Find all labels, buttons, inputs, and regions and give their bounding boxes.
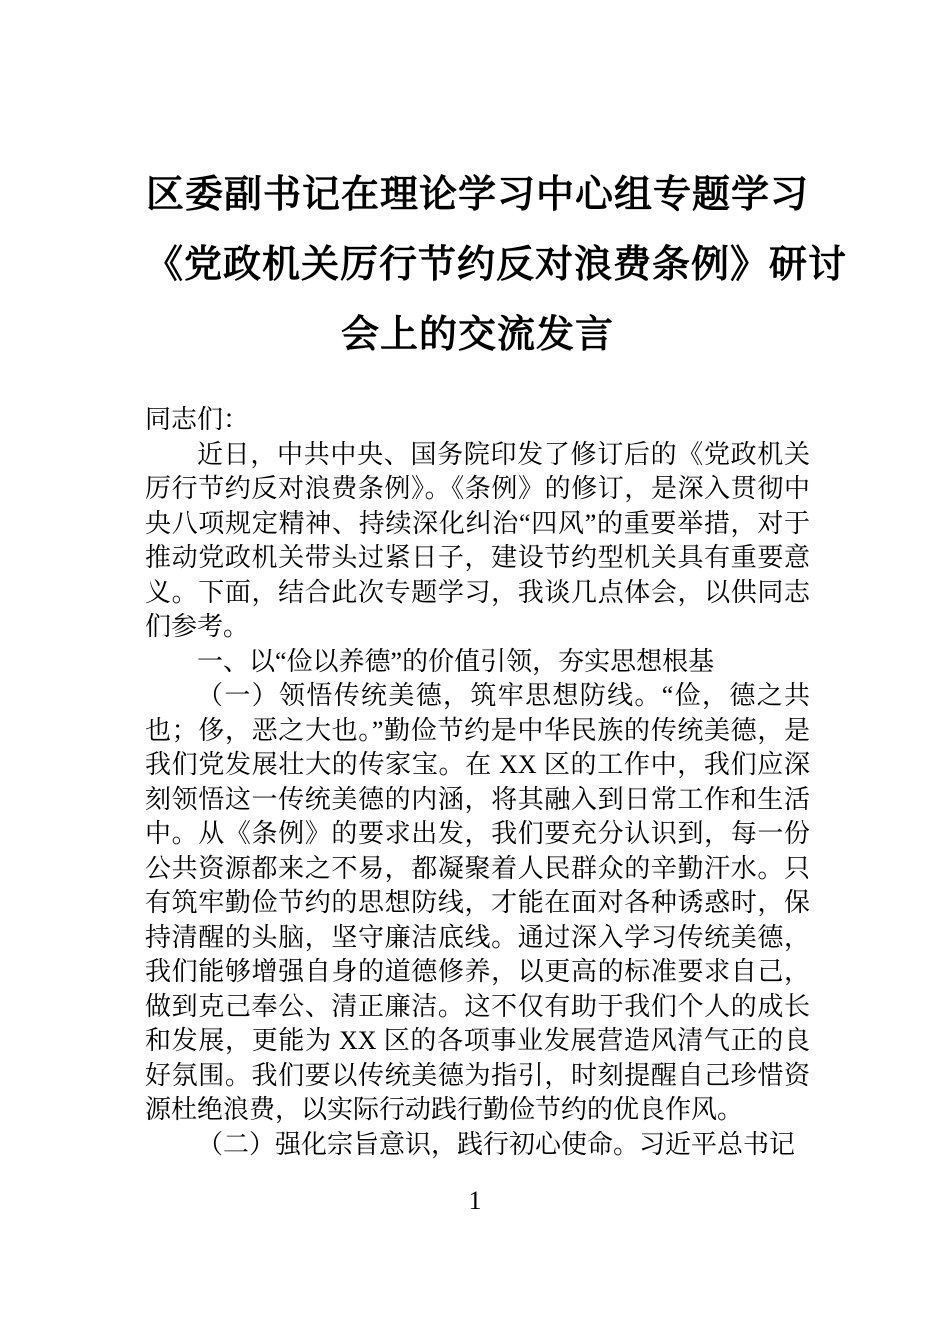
subsection-paragraph-1: （一）领悟传统美德，筑牢思想防线。“俭，德之共也；侈，恶之大也。”勤俭节约是中华民族的传统美德，是我们党发展壮大的传家宝。在 XX 区的工作中，我们应深刻领悟这一传统美德的内涵，将其融入到日常工作和生活中。从《条例》的要求出发，我们要充分认识到，每一份公共资源都来之不易，都凝聚着人民群众的辛勤汗水。只有筑牢勤俭节约的思想防线，才能在面对各种诱惑时，保持清醒的头脑，坚守廉洁底线。通过深入学习传统美德，我们能够增强自身的道德修养，以更高的标准要求自己，做到克己奉公、清正廉洁。这不仅有助于我们个人的成长和发展，更能为 XX 区的各项事业发展营造风清气正的良好氛围。我们要以传统美德为指引，时刻提醒自己珍惜资源杜绝浪费，以实际行动践行勤俭节约的优良作风。 [145, 681, 810, 1124]
document-title-line-2: 《党政机关厉行节约反对浪费条例》研讨 [145, 244, 848, 286]
document-body [145, 403, 810, 1162]
section-heading-1: 一、以“俭以养德”的价值引领，夯实思想根基 [197, 646, 715, 676]
page-number: 1 [468, 1186, 482, 1215]
document-content [145, 160, 848, 1162]
subsection-paragraph-2: （二）强化宗旨意识，践行初心使命。习近平总书记 [197, 1129, 796, 1159]
document-title-line-3: 会上的交流发言 [340, 314, 614, 356]
salutation: 同志们： [145, 405, 250, 434]
paragraph-intro: 近日，中共中央、国务院印发了修订后的《党政机关厉行节约反对浪费条例》。《条例》的修订，是深入贯彻中央八项规定精神、持续深化纠治“四风”的重要举措，对于推动党政机关带头过紧日子，建设节约型机关具有重要意义。下面，结合此次专题学习，我谈几点体会，以供同志们参考。 [145, 439, 810, 641]
document-title [145, 160, 848, 370]
document-title-line-1: 区委副书记在理论学习中心组专题学习 [145, 174, 809, 216]
